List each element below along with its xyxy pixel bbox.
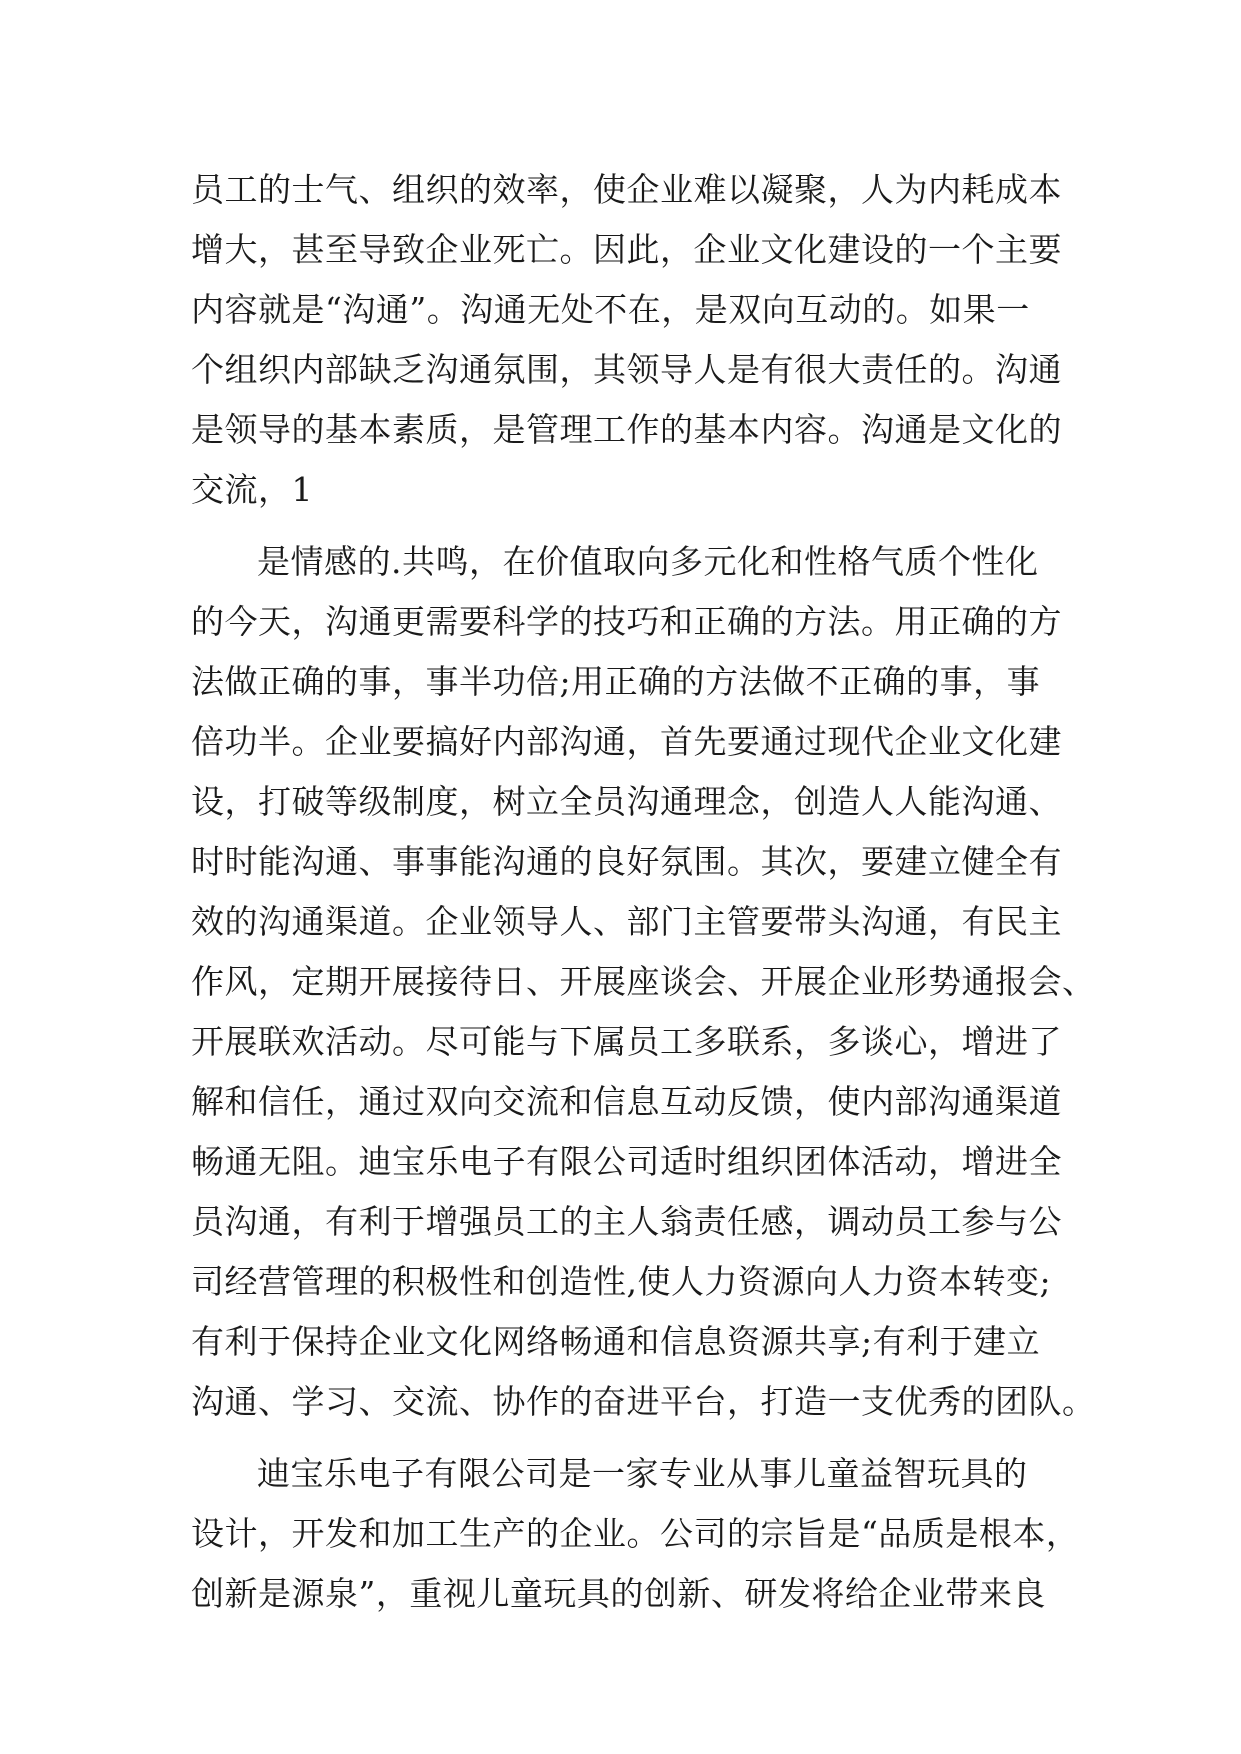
text-line: 是领导的基本素质，是管理工作的基本内容。沟通是文化的 [191, 410, 1062, 449]
text-line: 司经营管理的积极性和创造性,使人力资源向人力资本转变; [191, 1262, 1052, 1301]
text-line: 设计，开发和加工生产的企业。公司的宗旨是“品质是根本， [191, 1514, 1080, 1553]
text-line: 的今天，沟通更需要科学的技巧和正确的方法。用正确的方 [191, 602, 1062, 641]
paragraph-1 [191, 160, 1071, 520]
text-line: 时时能沟通、事事能沟通的良好氛围。其次，要建立健全有 [191, 842, 1062, 881]
body-text [191, 160, 1096, 1624]
text-line: 交流，1 [191, 470, 313, 509]
text-line: 法做正确的事，事半功倍;用正确的方法做不正确的事，事 [191, 662, 1041, 701]
text-line: 员沟通，有利于增强员工的主人翁责任感，调动员工参与公 [191, 1202, 1062, 1241]
text-line: 有利于保持企业文化网络畅通和信息资源共享;有利于建立 [191, 1322, 1041, 1361]
text-line: 畅通无阻。迪宝乐电子有限公司适时组织团体活动，增进全 [191, 1142, 1062, 1181]
text-line-first: 是情感的.共鸣，在价值取向多元化和性格气质个性化 [257, 542, 1039, 581]
text-line: 个组织内部缺乏沟通氛围，其领导人是有很大责任的。沟通 [191, 350, 1062, 389]
text-line: 沟通、学习、交流、协作的奋进平台，打造一支优秀的团队。 [191, 1382, 1096, 1421]
text-line-first: 迪宝乐电子有限公司是一家专业从事儿童益智玩具的 [257, 1454, 1028, 1493]
text-line: 员工的士气、组织的效率，使企业难以凝聚，人为内耗成本 [191, 170, 1062, 209]
text-line: 增大，甚至导致企业死亡。因此，企业文化建设的一个主要 [191, 230, 1062, 269]
text-line: 内容就是“沟通”。沟通无处不在，是双向互动的。如果一 [191, 290, 1030, 329]
text-line: 作风，定期开展接待日、开展座谈会、开展企业形势通报会、 [191, 962, 1096, 1001]
paragraph-2 [191, 532, 1096, 1432]
text-line: 倍功半。企业要搞好内部沟通，首先要通过现代企业文化建 [191, 722, 1062, 761]
text-line: 设，打破等级制度，树立全员沟通理念，创造人人能沟通、 [191, 782, 1062, 821]
paragraph-3 [191, 1444, 1080, 1624]
text-line: 解和信任，通过双向交流和信息互动反馈，使内部沟通渠道 [191, 1082, 1062, 1121]
text-line: 开展联欢活动。尽可能与下属员工多联系，多谈心，增进了 [191, 1022, 1062, 1061]
text-line: 效的沟通渠道。企业领导人、部门主管要带头沟通，有民主 [191, 902, 1062, 941]
text-line: 创新是源泉”，重视儿童玩具的创新、研发将给企业带来良 [191, 1574, 1046, 1613]
